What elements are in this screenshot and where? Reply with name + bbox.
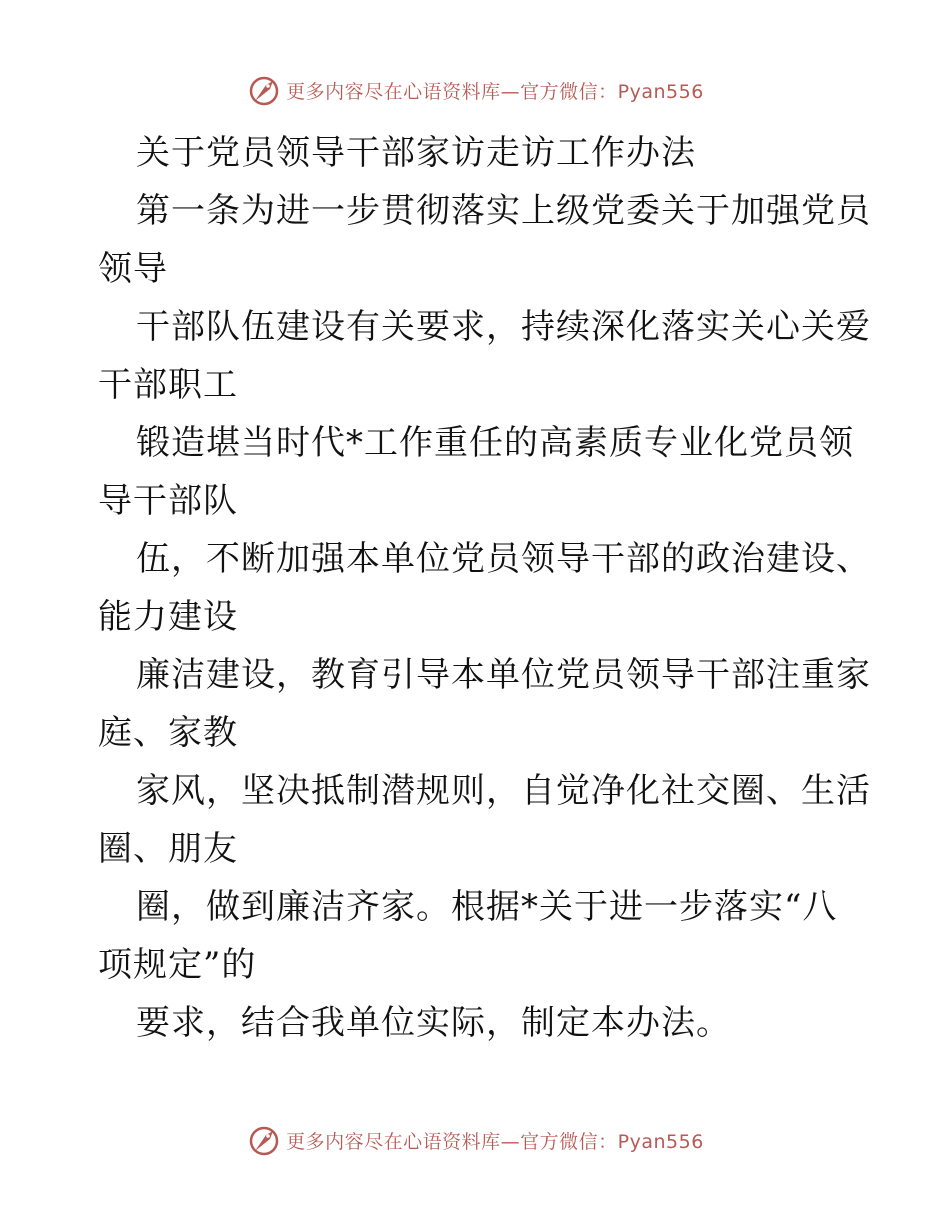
document-body xyxy=(98,124,871,1052)
text-line: 第一条为进一步贯彻落实上级党委关于加强党员 xyxy=(136,191,871,231)
text-line: 项规定”的 xyxy=(98,945,257,985)
text-line: 家风，坚决抵制潜规则，自觉净化社交圈、生活 xyxy=(136,771,871,811)
text-line: 导干部队 xyxy=(98,481,238,521)
pen-nib-logo-icon xyxy=(246,72,282,108)
watermark-text: 更多内容尽在心语资料库—官方微信：Pyan556 xyxy=(286,1130,704,1153)
pen-nib-logo-icon xyxy=(246,1122,282,1158)
text-line: 庭、家教 xyxy=(98,713,238,753)
text-line: 圈、朋友 xyxy=(98,829,238,869)
text-line: 干部职工 xyxy=(98,365,238,405)
watermark-text: 更多内容尽在心语资料库—官方微信：Pyan556 xyxy=(286,80,704,103)
text-line: 伍，不断加强本单位党员领导干部的政治建设、 xyxy=(136,539,871,579)
text-line: 锻造堪当时代*工作重任的高素质专业化党员领 xyxy=(136,423,854,463)
footer-watermark-banner xyxy=(0,1120,950,1160)
document-title: 关于党员领导干部家访走访工作办法 xyxy=(136,133,696,173)
text-line: 要求，结合我单位实际，制定本办法。 xyxy=(136,1003,731,1043)
header-watermark-banner xyxy=(0,70,950,110)
text-line: 廉洁建设，教育引导本单位党员领导干部注重家 xyxy=(136,655,871,695)
text-line: 圈，做到廉洁齐家。根据*关于进一步落实“八 xyxy=(136,887,838,927)
text-line: 干部队伍建设有关要求，持续深化落实关心关爱 xyxy=(136,307,871,347)
text-line: 领导 xyxy=(98,249,168,289)
text-line: 能力建设 xyxy=(98,597,238,637)
